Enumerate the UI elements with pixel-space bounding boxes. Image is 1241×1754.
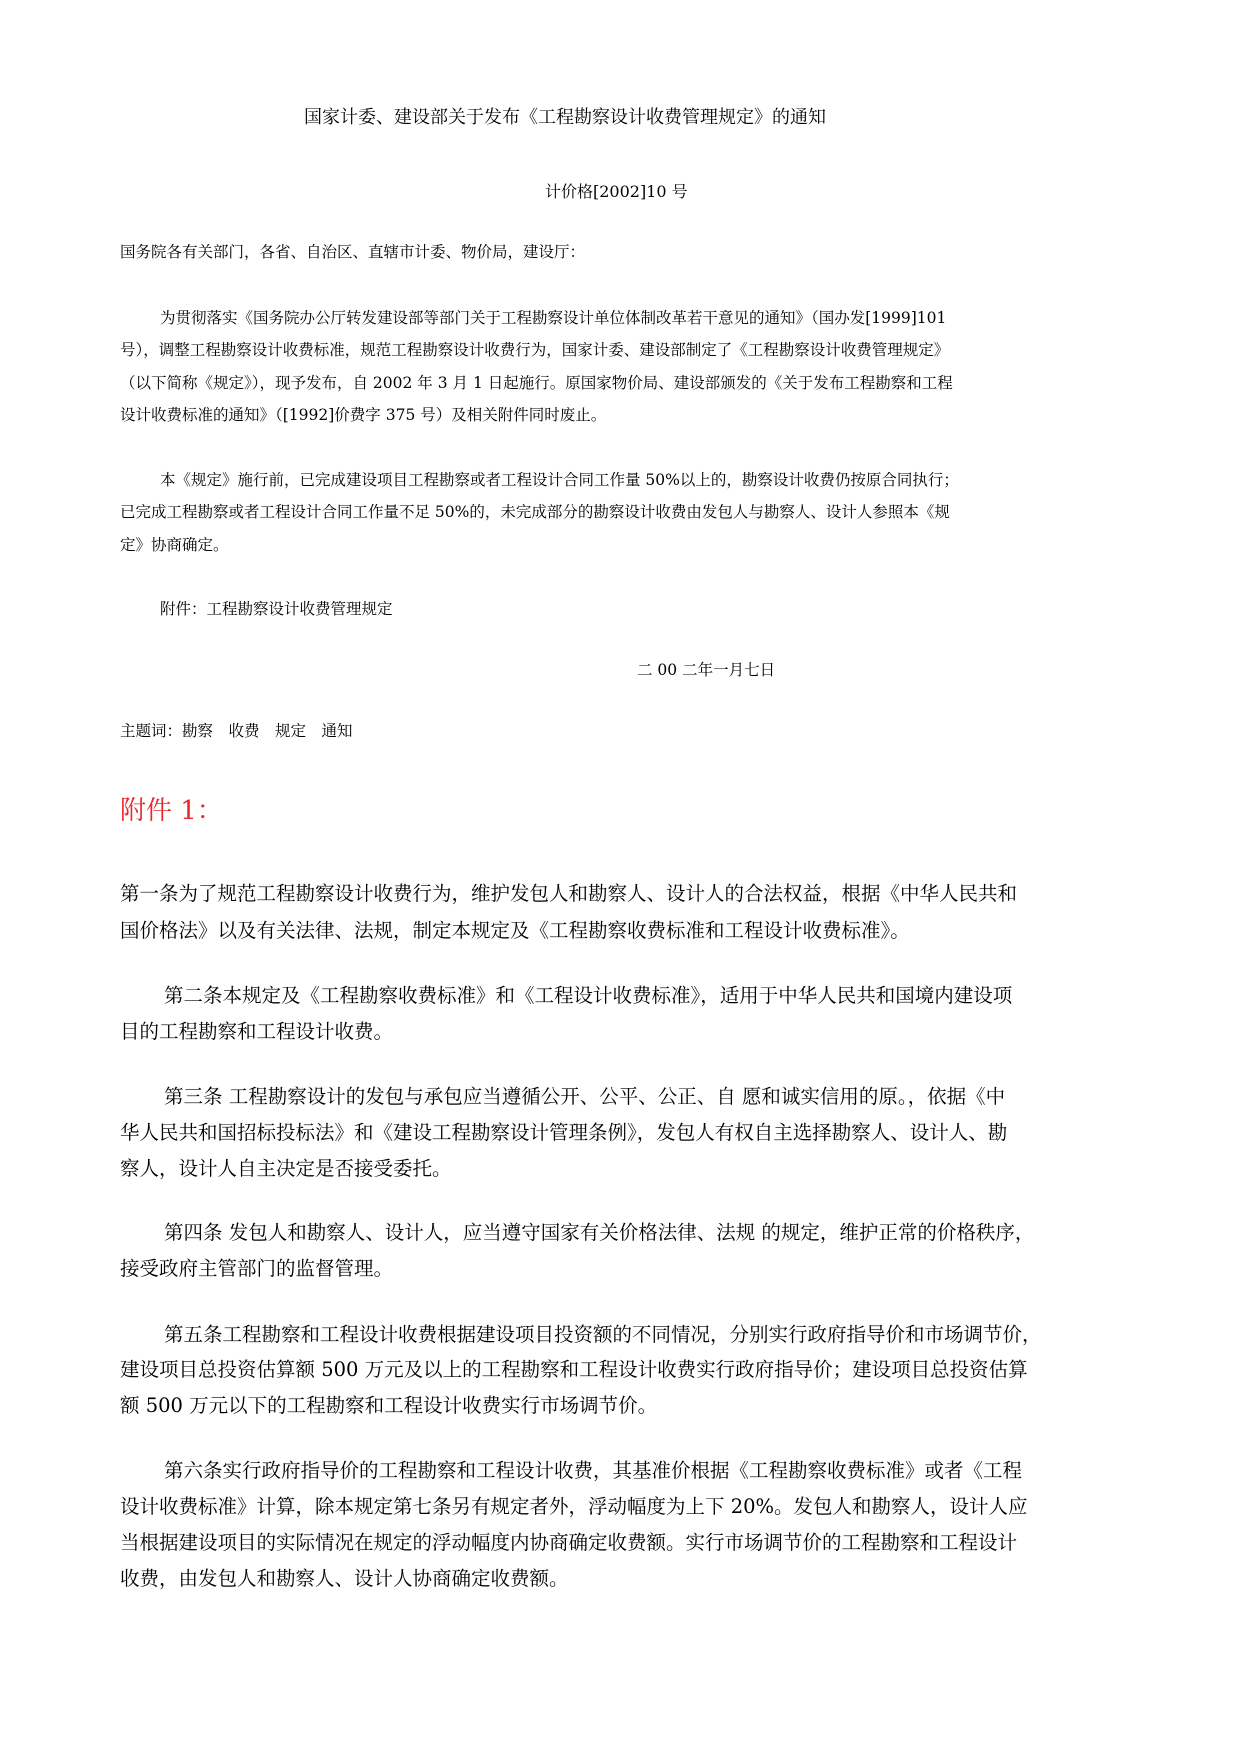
article-line: 收费，由发包人和勘察人、设计人协商确定收费额。 bbox=[120, 1567, 569, 1590]
article-line: 额 500 万元以下的工程勘察和工程设计收费实行市场调节价。 bbox=[120, 1394, 658, 1417]
notice-para2-line: 定》协商确定。 bbox=[120, 536, 229, 554]
article-line: 第二条本规定及《工程勘察收费标准》和《工程设计收费标准》，适用于中华人民共和国境内建设项 bbox=[164, 984, 1013, 1007]
attachment-reference: 附件：工程勘察设计收费管理规定 bbox=[160, 600, 393, 618]
notice-title: 国家计委、建设部关于发布《工程勘察设计收费管理规定》的通知 bbox=[304, 107, 826, 128]
document-number: 计价格[2002]10 号 bbox=[545, 182, 688, 201]
notice-para1-line: 为贯彻落实《国务院办公厅转发建设部等部门关于工程勘察设计单位体制改革若干意见的通知》（国办发[1999]101 bbox=[160, 309, 947, 327]
notice-para2-line: 本《规定》施行前，已完成建设项目工程勘察或者工程设计合同工作量 50%以上的，勘察设计收费仍按原合同执行； bbox=[160, 471, 959, 489]
notice-para1-line: 设计收费标准的通知》（[1992]价费字 375 号）及相关附件同时废止。 bbox=[120, 406, 607, 424]
article-line: 第五条工程勘察和工程设计收费根据建设项目投资额的不同情况，分别实行政府指导价和市场调节价， bbox=[164, 1323, 1042, 1346]
article-line: 建设项目总投资估算额 500 万元及以上的工程勘察和工程设计收费实行政府指导价；建设项目总投资估算 bbox=[120, 1358, 1028, 1381]
notice-para2-line: 已完成工程勘察或者工程设计合同工作量不足 50%的，未完成部分的勘察设计收费由发包人与勘察人、设计人参照本《规 bbox=[120, 503, 950, 521]
article-line: 察人，设计人自主决定是否接受委托。 bbox=[120, 1157, 452, 1180]
attachment-heading: 附件 1： bbox=[120, 796, 223, 826]
article-line: 第四条 发包人和勘察人、设计人，应当遵守国家有关价格法律、法规 的规定，维护正常的价格秩序， bbox=[164, 1221, 1035, 1244]
article-line: 接受政府主管部门的监督管理。 bbox=[120, 1257, 394, 1280]
article-line: 设计收费标准》计算，除本规定第七条另有规定者外，浮动幅度为上下 20%。发包人和勘察人，设计人应 bbox=[120, 1495, 1028, 1518]
notice-para1-line: （以下简称《规定》），现予发布，自 2002 年 3 月 1 日起施行。原国家物价局、建设部颁发的《关于发布工程勘察和工程 bbox=[120, 374, 953, 392]
keywords-line: 主题词：勘察 收费 规定 通知 bbox=[120, 722, 353, 740]
article-line: 华人民共和国招标投标法》和《建设工程勘察设计管理条例》，发包人有权自主选择勘察人、设计人、勘 bbox=[120, 1121, 1008, 1144]
notice-para1-line: 号），调整工程勘察设计收费标准，规范工程勘察设计收费行为，国家计委、建设部制定了《工程勘察设计收费管理规定》 bbox=[120, 341, 950, 359]
article-line: 第六条实行政府指导价的工程勘察和工程设计收费，其基准价根据《工程勘察收费标准》或者《工程 bbox=[164, 1459, 1023, 1482]
addressee-line: 国务院各有关部门，各省、自治区、直辖市计委、物价局，建设厅： bbox=[120, 243, 586, 261]
article-line: 当根据建设项目的实际情况在规定的浮动幅度内协商确定收费额。实行市场调节价的工程勘察和工程设计 bbox=[120, 1531, 1018, 1554]
article-line: 第三条 工程勘察设计的发包与承包应当遵循公开、公平、公正、自 愿和诚实信用的原。，依据《中 bbox=[164, 1085, 1006, 1108]
article-line: 国价格法》以及有关法律、法规，制定本规定及《工程勘察收费标准和工程设计收费标准》。 bbox=[120, 919, 910, 942]
issue-date: 二 00 二年一月七日 bbox=[637, 661, 776, 679]
article-line: 第一条为了规范工程勘察设计收费行为，维护发包人和勘察人、设计人的合法权益，根据《中华人民共和 bbox=[120, 882, 1018, 905]
article-line: 目的工程勘察和工程设计收费。 bbox=[120, 1020, 394, 1043]
